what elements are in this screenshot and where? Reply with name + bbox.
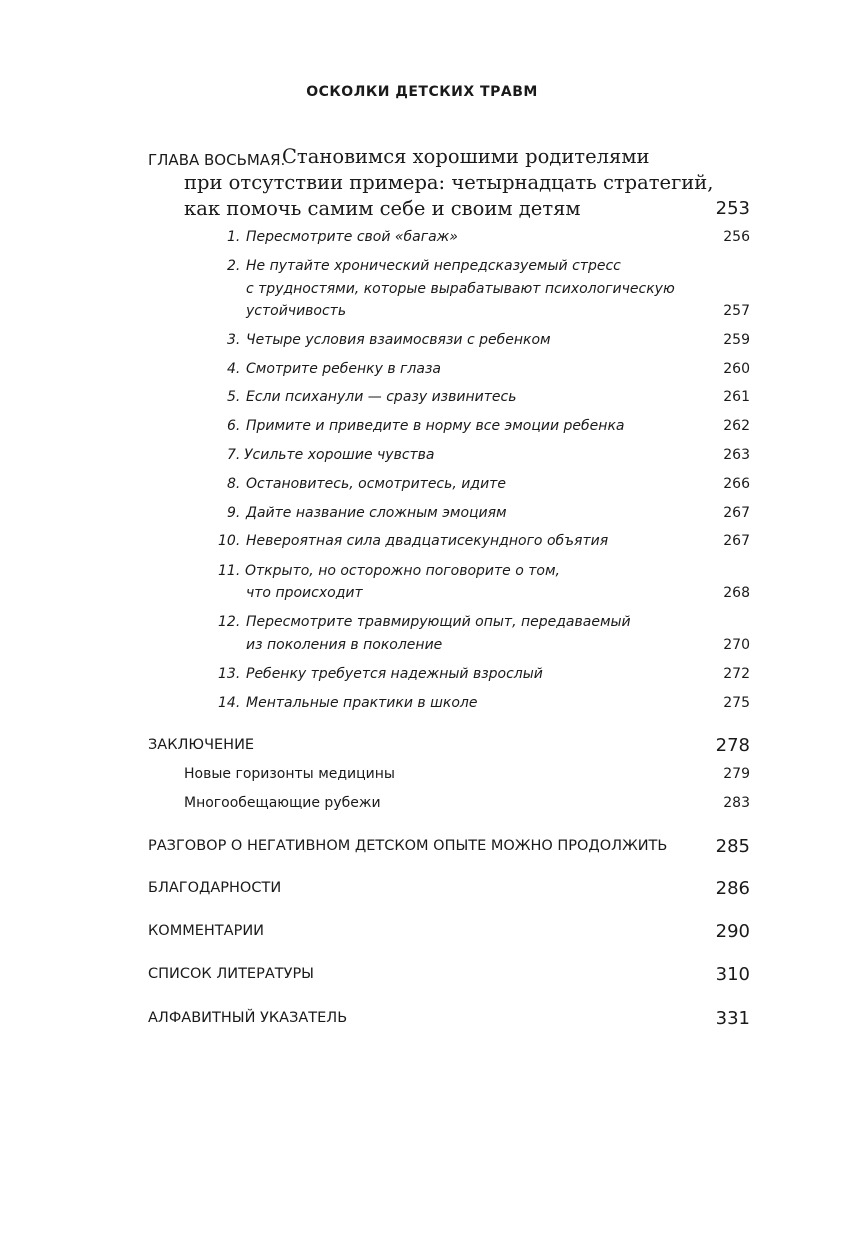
item-number: 11. bbox=[218, 563, 241, 579]
item-title-line: Пересмотрите травмирующий опыт, передаваемый bbox=[246, 614, 631, 630]
section-title: АЛФАВИТНЫЙ УКАЗАТЕЛЬ bbox=[148, 1010, 348, 1026]
conclusion-subitem: Новые горизонты медицины bbox=[184, 766, 395, 782]
item-number: 9. bbox=[227, 505, 241, 521]
item-title-line: Если психанули — сразу извинитесь bbox=[246, 389, 517, 405]
section-title: РАЗГОВОР О НЕГАТИВНОМ ДЕТСКОМ ОПЫТЕ МОЖНО ПРОДОЛЖИТЬ bbox=[148, 838, 668, 854]
running-head: ОСКОЛКИ ДЕТСКИХ ТРАВМ bbox=[306, 84, 538, 100]
item-title-line: из поколения в поколение bbox=[246, 637, 443, 653]
item-page: 257 bbox=[723, 303, 750, 319]
chapter-prefix: ГЛАВА ВОСЬМАЯ. bbox=[148, 151, 286, 169]
item-title-line: Пересмотрите свой «багаж» bbox=[246, 229, 458, 245]
item-title-line: с трудностями, которые вырабатывают психологическую bbox=[246, 281, 675, 297]
section-title: СПИСОК ЛИТЕРАТУРЫ bbox=[148, 966, 314, 982]
item-number: 12. bbox=[218, 614, 241, 630]
item-page: 256 bbox=[723, 229, 750, 245]
section-title: КОММЕНТАРИИ bbox=[148, 923, 265, 939]
item-title-line: Примите и приведите в норму все эмоции ребенка bbox=[246, 418, 625, 434]
item-page: 260 bbox=[723, 361, 750, 377]
item-title-line: Остановитесь, осмотритесь, идите bbox=[246, 476, 506, 492]
item-title-line: Не путайте хронический непредсказуемый стресс bbox=[246, 258, 621, 274]
section-page: 286 bbox=[715, 878, 750, 899]
item-page: 267 bbox=[723, 505, 750, 521]
item-number: 13. bbox=[218, 666, 241, 682]
item-title-line: Четыре условия взаимосвязи с ребенком bbox=[246, 332, 551, 348]
section-page: 310 bbox=[715, 964, 750, 985]
conclusion-subitem-page: 279 bbox=[723, 766, 750, 782]
conclusion-subitem: Многообещающие рубежи bbox=[184, 795, 381, 811]
item-number: 8. bbox=[227, 476, 241, 492]
item-title-line: Ментальные практики в школе bbox=[246, 695, 478, 711]
section-page: 290 bbox=[715, 921, 750, 942]
item-title-line: Дайте название сложным эмоциям bbox=[246, 505, 507, 521]
chapter-page-number: 253 bbox=[715, 198, 750, 219]
item-page: 259 bbox=[723, 332, 750, 348]
item-page: 275 bbox=[723, 695, 750, 711]
item-title-line: Невероятная сила двадцатисекундного объятия bbox=[246, 533, 609, 549]
item-number: 7. bbox=[227, 447, 241, 463]
item-title-line: Открыто, но осторожно поговорите о том, bbox=[245, 563, 560, 579]
item-page: 263 bbox=[723, 447, 750, 463]
item-number: 5. bbox=[227, 389, 241, 405]
section-page: 285 bbox=[715, 836, 750, 857]
chapter-title-line-3: как помочь самим себе и своим детям bbox=[184, 197, 581, 220]
item-number: 4. bbox=[227, 361, 241, 377]
section-title: БЛАГОДАРНОСТИ bbox=[148, 880, 282, 896]
chapter-title-line-2: при отсутствии примера: четырнадцать стратегий, bbox=[184, 171, 714, 194]
item-page: 266 bbox=[723, 476, 750, 492]
item-title-line: Ребенку требуется надежный взрослый bbox=[246, 666, 543, 682]
item-number: 3. bbox=[227, 332, 241, 348]
conclusion-title: ЗАКЛЮЧЕНИЕ bbox=[148, 737, 255, 753]
item-number: 10. bbox=[218, 533, 241, 549]
item-number: 6. bbox=[227, 418, 241, 434]
item-page: 262 bbox=[723, 418, 750, 434]
item-page: 268 bbox=[723, 585, 750, 601]
item-number: 2. bbox=[227, 258, 241, 274]
item-title-line: что происходит bbox=[246, 585, 363, 601]
section-page: 331 bbox=[715, 1008, 750, 1029]
conclusion-subitem-page: 283 bbox=[723, 795, 750, 811]
item-number: 1. bbox=[227, 229, 241, 245]
item-title-line: устойчивость bbox=[246, 303, 347, 319]
conclusion-page: 278 bbox=[715, 735, 750, 756]
item-page: 270 bbox=[723, 637, 750, 653]
item-title-line: Усильте хорошие чувства bbox=[244, 447, 435, 463]
chapter-title-line-1: Становимся хорошими родителями bbox=[282, 145, 650, 168]
item-number: 14. bbox=[218, 695, 241, 711]
item-page: 267 bbox=[723, 533, 750, 549]
item-title-line: Смотрите ребенку в глаза bbox=[246, 361, 441, 377]
item-page: 261 bbox=[723, 389, 750, 405]
item-page: 272 bbox=[723, 666, 750, 682]
